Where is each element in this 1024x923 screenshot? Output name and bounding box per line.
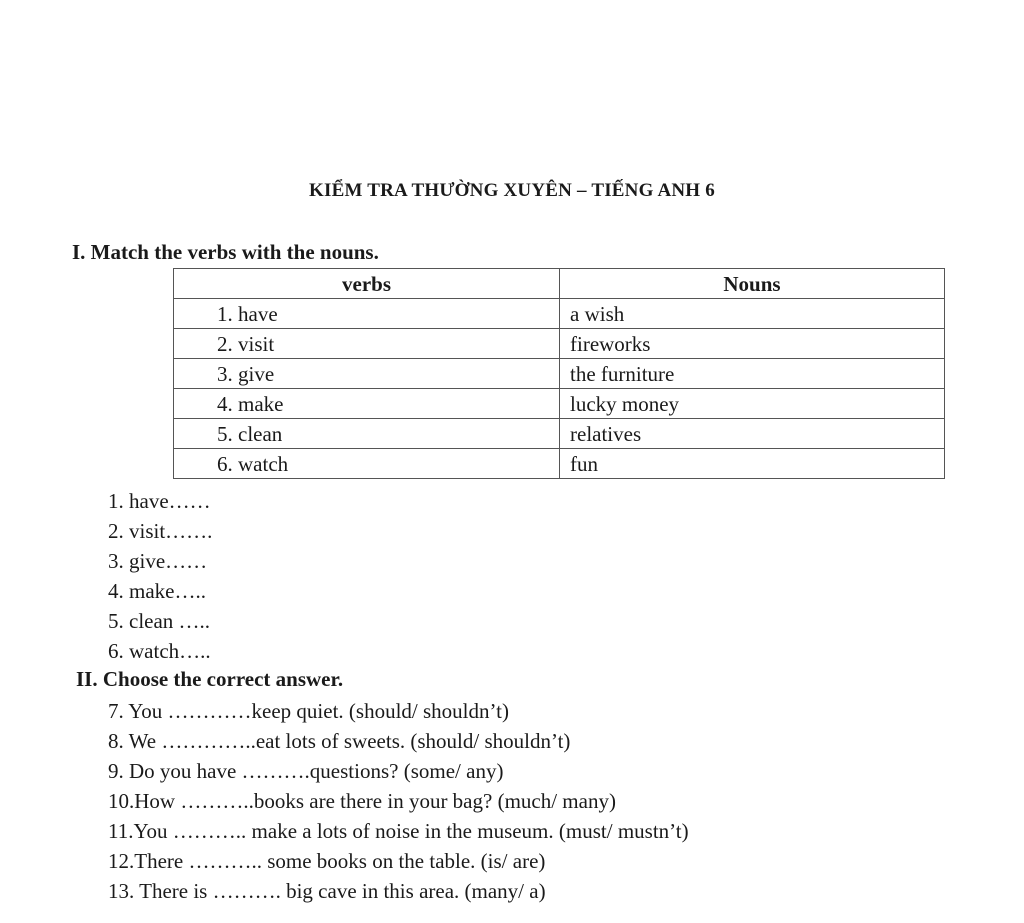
match-table [173,268,945,479]
table-header-nouns: Nouns [560,269,945,299]
table-row [174,299,945,329]
answer-item: 1. have…… [108,489,211,513]
verb-cell: 4. make [174,389,560,419]
table-row [174,329,945,359]
answer-list [108,486,212,666]
table-row [174,419,945,449]
answer-item: 6. watch….. [108,639,211,663]
table-header-row [174,269,945,299]
table-row [174,359,945,389]
section-1-heading: I. Match the verbs with the nouns. [72,240,379,264]
question-list [108,696,689,906]
question-item: 8. We …………..eat lots of sweets. (should/ shouldn’t) [108,729,571,753]
question-item: 7. You …………keep quiet. (should/ shouldn’t) [108,699,509,723]
question-item: 9. Do you have ……….questions? (some/ any) [108,759,504,783]
noun-cell: fireworks [560,329,945,359]
question-item: 11.You ……….. make a lots of noise in the museum. (must/ mustn’t) [108,819,689,843]
answer-item: 4. make….. [108,579,206,603]
section-2-heading: II. Choose the correct answer. [76,667,344,691]
question-item: 10.How ………..books are there in your bag? (much/ many) [108,789,616,813]
noun-cell: relatives [560,419,945,449]
noun-cell: a wish [560,299,945,329]
table-row [174,389,945,419]
verb-cell: 3. give [174,359,560,389]
verb-cell: 2. visit [174,329,560,359]
answer-item: 5. clean ….. [108,609,211,633]
noun-cell: the furniture [560,359,945,389]
noun-cell: lucky money [560,389,945,419]
page-title: KIỂM TRA THƯỜNG XUYÊN – TIẾNG ANH 6 [309,180,715,201]
noun-cell: fun [560,449,945,479]
verb-cell: 1. have [174,299,560,329]
answer-item: 2. visit……. [108,519,213,543]
table-row [174,449,945,479]
verb-cell: 6. watch [174,449,560,479]
question-item: 12.There ……….. some books on the table. (is/ are) [108,849,546,873]
question-item: 13. There is ………. big cave in this area. (many/ a) [108,879,546,903]
answer-item: 3. give…… [108,549,208,573]
verb-cell: 5. clean [174,419,560,449]
table-header-verbs: verbs [174,269,560,299]
